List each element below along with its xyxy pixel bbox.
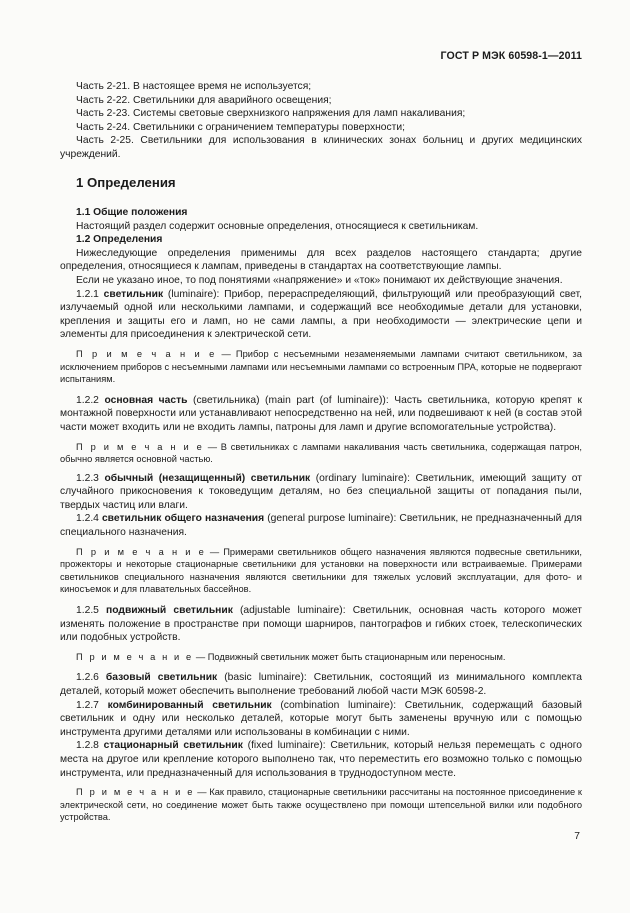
def-number: 1.2.1 bbox=[76, 288, 99, 300]
note-text: — Примерами светильников общего назначения являются подвесные светильники, прожекторы и некоторые стационарные светильники для установки на поверхности или встраиваемые. Примерами светильников специального назначения являются светильники для тяжелых условий эксплуатации, для фото- и киносъемок и для плавательных бассейнов. bbox=[60, 546, 582, 595]
def-number: 1.2.2 bbox=[76, 394, 99, 406]
note-text: — В светильниках с лампами накаливания часть светильника, содержащая патрон, обычно является основной частью. bbox=[60, 441, 582, 465]
def-number: 1.2.5 bbox=[76, 605, 99, 617]
definition-1-2-8 bbox=[60, 739, 582, 780]
paragraph: Если не указано иное, то под понятиями «напряжение» и «ток» понимают их действующие значения. bbox=[76, 274, 563, 286]
standard-header: ГОСТ Р МЭК 60598-1—2011 bbox=[440, 50, 582, 62]
definition-1-2-6 bbox=[60, 671, 582, 698]
def-number: 1.2.8 bbox=[76, 740, 99, 752]
def-term: светильник bbox=[103, 288, 164, 300]
paragraph: Настоящий раздел содержит основные определения, относящиеся к светильникам. bbox=[76, 220, 479, 232]
page-number: 7 bbox=[574, 831, 580, 842]
note-label: П р и м е ч а н и е bbox=[76, 787, 195, 798]
def-text: : Светильник, имеющий защиту от случайного прикосновения к токоведущим деталям, но без специальной защиты от попадания пыли, твердых частиц или влаги. bbox=[60, 472, 582, 511]
def-english: (светильника) (main part (of luminaire)) bbox=[193, 394, 386, 406]
def-english: (general purpose luminaire) bbox=[267, 513, 394, 525]
note bbox=[60, 651, 582, 664]
note-text: — Как правило, стационарные светильники рассчитаны на постоянное присоединение к электрической сети, но соединение может быть также осуществлено при помощи штепсельной вилки или подобного устройства. bbox=[60, 787, 582, 823]
def-text: : Светильник, состоящий из минимального комплекта деталей, который может обеспечить выполнение требований любой части МЭК 60598-2. bbox=[60, 672, 582, 697]
list-item: Часть 2-23. Системы световые сверхнизкого напряжения для ламп накаливания; bbox=[76, 108, 466, 120]
def-english: (ordinary luminaire) bbox=[315, 472, 408, 484]
parts-list bbox=[60, 80, 582, 162]
note bbox=[60, 348, 582, 386]
note-label: П р и м е ч а н и е bbox=[76, 441, 204, 452]
def-term: обычный (незащищенный) светильник bbox=[104, 472, 311, 484]
definition-1-2-1 bbox=[60, 288, 582, 342]
list-item: Часть 2-25. Светильники для использования в клинических зонах больниц и других медицинских учреждений. bbox=[60, 135, 582, 160]
list-item: Часть 2-24. Светильники с ограничением температуры поверхности; bbox=[76, 121, 405, 133]
def-number: 1.2.4 bbox=[76, 513, 99, 525]
note-text: — Прибор с несъемными незаменяемыми лампами считают светильником, за исключением приборов с несъемными лампами или несъемными лампами со встроенным ПРА, которые не подвергают испытаниям. bbox=[60, 348, 582, 385]
def-text: : Светильник, содержащий базовый светильник и одну или несколько деталей, которые могут быть заменены вручную или с помощью инструмента другими деталями или использованы в комбинации с ними. bbox=[60, 699, 582, 738]
def-english: (fixed luminaire) bbox=[247, 740, 323, 752]
def-term: базовый светильник bbox=[105, 672, 218, 684]
def-term: светильник общего назначения bbox=[101, 513, 265, 525]
paragraph: Нижеследующие определения применимы для всех разделов настоящего стандарта; другие определения, относящиеся к лампам, приведены в стандартах на соответствующие лампы. bbox=[60, 247, 582, 273]
note bbox=[60, 546, 582, 596]
def-text: : Светильник, основная часть которого может изменять положение в пространстве при помощи шарниров, пантографов и гибких стоек, телескопических или подобных устройств. bbox=[60, 605, 582, 644]
def-english: (luminaire) bbox=[167, 288, 217, 300]
def-english: (combination luminaire) bbox=[280, 699, 394, 711]
list-item: Часть 2-21. В настоящее время не используется; bbox=[76, 81, 312, 92]
note bbox=[60, 786, 582, 824]
note-label: П р и м е ч а н и е bbox=[76, 348, 217, 359]
subsection-title-1-2: 1.2 Определения bbox=[76, 234, 163, 246]
note bbox=[60, 441, 582, 466]
section-heading-wrap bbox=[60, 176, 582, 190]
section-title: 1 Определения bbox=[76, 175, 176, 190]
note-text: — Подвижный светильник может быть стационарным или переносным. bbox=[193, 651, 506, 662]
def-text: : Светильник, не предназначенный для специального назначения. bbox=[60, 513, 582, 539]
list-item: Часть 2-22. Светильники для аварийного освещения; bbox=[76, 94, 332, 106]
definition-1-2-3 bbox=[60, 472, 582, 513]
def-text: : Светильник, который нельзя перемещать с одного места на другое или крепление которого выполнено так, что переместить его возможно только с помощью инструмента, или предназначенный для использования в труднодоступном месте. bbox=[60, 740, 582, 779]
def-number: 1.2.6 bbox=[76, 672, 99, 684]
definitions-body bbox=[60, 206, 582, 824]
definition-1-2-5 bbox=[60, 604, 582, 645]
def-english: (basic luminaire) bbox=[224, 672, 304, 684]
def-text: : Часть светильника, которую крепят к монтажной поверхности или устанавливают непосредственно на ней, или подвешивают к ней (в состав этой части может входить или не входить лампы, патроны для ламп и другие вспомогательные устройства). bbox=[60, 394, 582, 433]
def-text: : Прибор, перераспределяющий, фильтрующий или преобразующий свет, излучаемый одной или несколькими лампами, и содержащий все необходимые детали для установки, крепления и защиты его и ламп, но не сами лампы, а при необходимости — электрические цепи и элементы для присоединения к электрической сети. bbox=[60, 288, 582, 341]
def-term: стационарный светильник bbox=[103, 740, 243, 752]
definition-1-2-4 bbox=[60, 512, 582, 539]
subsection-title-1-1: 1.1 Общие положения bbox=[76, 207, 188, 218]
def-term: комбинированный светильник bbox=[107, 699, 272, 711]
def-number: 1.2.7 bbox=[76, 699, 99, 711]
definition-1-2-2 bbox=[60, 394, 582, 435]
definition-1-2-7 bbox=[60, 699, 582, 740]
def-english: (adjustable luminaire) bbox=[240, 605, 343, 617]
note-label: П р и м е ч а н и е bbox=[76, 651, 194, 662]
def-term: основная часть bbox=[104, 394, 188, 406]
def-term: подвижный светильник bbox=[106, 605, 233, 617]
note-label: П р и м е ч а н и е bbox=[76, 546, 206, 557]
def-number: 1.2.3 bbox=[76, 472, 99, 484]
